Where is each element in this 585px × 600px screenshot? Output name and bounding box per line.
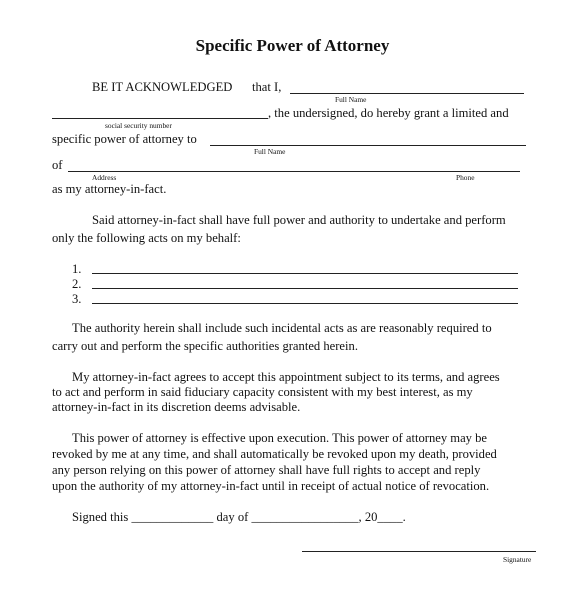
act-blank-2[interactable] [92, 288, 518, 289]
specific-text: specific power of attorney to [52, 132, 197, 146]
phone-caption: Phone [456, 173, 475, 182]
day-of-label: day of [216, 510, 249, 524]
ssn-blank[interactable] [52, 118, 268, 119]
signed-end: . [402, 510, 406, 524]
signed-line [72, 510, 406, 525]
full-name-caption-2: Full Name [254, 147, 286, 156]
act-number-3: 3. [72, 292, 82, 306]
signed-year-blank[interactable]: ____ [377, 510, 403, 524]
full-name-caption-1: Full Name [335, 95, 367, 104]
para4-line3: any person relying on this power of attorney shall have full rights to accept and reply [52, 463, 481, 477]
para3-line1: My attorney-in-fact agrees to accept this appointment subject to its terms, and agrees [72, 370, 500, 384]
undersigned-text: , the undersigned, do hereby grant a limited and [268, 106, 509, 120]
address-phone-blank[interactable] [68, 171, 520, 172]
of-text: of [52, 158, 63, 172]
signature-blank[interactable] [302, 551, 536, 552]
signed-month-blank[interactable]: _________________ [251, 510, 359, 524]
para2-line2: carry out and perform the specific authorities granted herein. [52, 339, 358, 353]
para1-line2: only the following acts on my behalf: [52, 231, 241, 245]
attorney-in-fact-text: as my attorney-in-fact. [52, 182, 167, 196]
signed-this-label: Signed this [72, 510, 129, 524]
para2-line1: The authority herein shall include such incidental acts as are reasonably required to [72, 321, 492, 335]
address-caption: Address [92, 173, 117, 182]
para4-line4: upon the authority of my attorney-in-fact until in receipt of actual notice of revocation. [52, 479, 490, 493]
intro-that-i: that I, [252, 80, 282, 94]
signature-caption: Signature [503, 555, 532, 564]
act-number-1: 1. [72, 262, 82, 276]
signed-day-blank[interactable]: _____________ [131, 510, 214, 524]
para3-line3: attorney-in-fact in its discretion deems advisable. [52, 400, 301, 414]
year-prefix: , 20 [358, 510, 378, 524]
act-number-2: 2. [72, 277, 82, 291]
full-name-blank-1[interactable] [290, 93, 524, 94]
para3-line2: to act and perform in said fiduciary capacity consistent with my best interest, as my [52, 385, 473, 399]
intro-lead: BE IT ACKNOWLEDGED [92, 80, 233, 94]
para4-line2: revoked by me at any time, and shall automatically be revoked upon my death, provided [52, 447, 497, 461]
document-title: Specific Power of Attorney [195, 36, 390, 55]
act-blank-3[interactable] [92, 303, 518, 304]
full-name-blank-2[interactable] [210, 145, 526, 146]
ssn-caption: social security number [105, 121, 172, 130]
act-blank-1[interactable] [92, 273, 518, 274]
para4-line1: This power of attorney is effective upon execution. This power of attorney may be [72, 431, 488, 445]
para1-line1: Said attorney-in-fact shall have full power and authority to undertake and perform [92, 213, 506, 227]
